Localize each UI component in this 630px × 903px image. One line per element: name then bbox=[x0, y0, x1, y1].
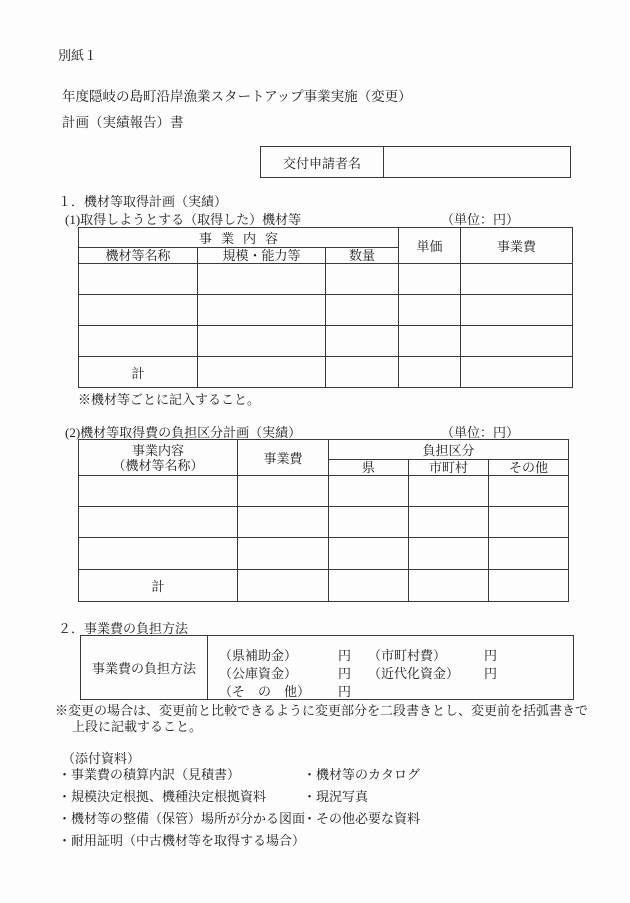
empty-cell bbox=[399, 264, 461, 295]
attachment-item: ・現況写真 bbox=[303, 789, 369, 804]
document-title-line2: 計画（実績報告）書 bbox=[62, 115, 184, 130]
payment-source-label: （市町村費） bbox=[368, 648, 447, 663]
business-content-group-header: 事業内容 bbox=[79, 228, 399, 248]
section1-sub2-label: (2)機材等取得費の負担区分計画（実績） bbox=[65, 425, 302, 440]
section1-sub1-label: (1)取得しようとする（取得した）機材等 bbox=[65, 212, 302, 227]
empty-cell bbox=[409, 570, 489, 602]
empty-cell bbox=[489, 538, 569, 570]
empty-cell bbox=[79, 326, 198, 357]
table-row bbox=[79, 264, 573, 295]
empty-cell bbox=[198, 264, 326, 295]
empty-cell bbox=[399, 357, 461, 388]
section1-heading: １．機材等取得計画（実績） bbox=[58, 194, 228, 209]
table-row bbox=[79, 295, 573, 326]
empty-cell bbox=[489, 507, 569, 538]
section2-heading: ２．事業費の負担方法 bbox=[58, 621, 189, 636]
attachments-right-column bbox=[303, 764, 420, 830]
attachment-item: ・規模決定根拠、機種決定根拠資料 bbox=[58, 789, 267, 804]
empty-cell bbox=[79, 507, 238, 538]
change-note-line2: 上段に記載すること。 bbox=[72, 719, 203, 734]
payment-line bbox=[208, 663, 573, 681]
cost-burden-method-table bbox=[80, 635, 574, 700]
payment-line bbox=[208, 645, 573, 663]
project-cost-column-header: 事業費 bbox=[238, 440, 329, 476]
payment-source-label: （そ の 他） bbox=[219, 684, 311, 699]
yen-unit-label: 円 bbox=[338, 666, 352, 681]
section1-sub2-unit-label: （単位：円） bbox=[441, 425, 520, 440]
empty-cell bbox=[79, 295, 198, 326]
empty-cell bbox=[329, 507, 409, 538]
empty-cell bbox=[399, 295, 461, 326]
yen-unit-label: 円 bbox=[338, 684, 352, 699]
empty-cell bbox=[461, 326, 573, 357]
attachment-item: ・耐用証明（中古機材等を取得する場合） bbox=[58, 833, 306, 848]
empty-cell bbox=[238, 570, 329, 602]
payment-line bbox=[208, 681, 573, 699]
total-row bbox=[79, 357, 573, 388]
table-row bbox=[79, 507, 569, 538]
empty-cell bbox=[79, 538, 238, 570]
empty-cell bbox=[326, 295, 399, 326]
burden-classification-table bbox=[78, 439, 569, 602]
empty-cell bbox=[409, 507, 489, 538]
empty-cell bbox=[409, 538, 489, 570]
payment-source-label: （県補助金） bbox=[219, 648, 298, 663]
empty-cell bbox=[326, 357, 399, 388]
attachment-item: ・機材等のカタログ bbox=[303, 767, 421, 782]
section1-sub1-unit-label: （単位：円） bbox=[441, 212, 520, 227]
applicant-name-value bbox=[384, 147, 571, 178]
equipment-name-column-header: 機材等名称 bbox=[79, 248, 198, 264]
empty-cell bbox=[399, 326, 461, 357]
quantity-column-header: 数量 bbox=[326, 248, 399, 264]
empty-cell bbox=[238, 476, 329, 507]
empty-cell bbox=[329, 570, 409, 602]
empty-cell bbox=[461, 357, 573, 388]
empty-cell bbox=[238, 538, 329, 570]
empty-cell bbox=[79, 476, 238, 507]
payment-source-label: （近代化資金） bbox=[368, 666, 460, 681]
empty-cell bbox=[79, 264, 198, 295]
other-column-header: その他 bbox=[489, 460, 569, 476]
empty-cell bbox=[489, 570, 569, 602]
burden-classification-group-header: 負担区分 bbox=[329, 440, 569, 460]
cost-burden-method-content bbox=[208, 636, 574, 700]
yen-unit-label: 円 bbox=[338, 648, 352, 663]
table-row bbox=[79, 326, 573, 357]
empty-cell bbox=[461, 295, 573, 326]
cost-burden-method-label: 事業費の負担方法 bbox=[81, 636, 208, 700]
business-content-line1: 事業内容 bbox=[131, 442, 184, 458]
municipality-column-header: 市町村 bbox=[409, 460, 489, 476]
table-row bbox=[79, 476, 569, 507]
business-content-line2: （機材等名称） bbox=[112, 457, 204, 473]
empty-cell bbox=[326, 326, 399, 357]
project-cost-column-header: 事業費 bbox=[461, 228, 573, 264]
yen-unit-label: 円 bbox=[484, 648, 498, 663]
attachment-item: ・事業費の積算内訳（見積書） bbox=[58, 767, 241, 782]
attachment-item: ・その他必要な資料 bbox=[303, 811, 421, 826]
equipment-acquisition-table bbox=[78, 227, 573, 388]
business-content-column-header bbox=[79, 440, 238, 476]
empty-cell bbox=[409, 476, 489, 507]
change-note-line1: ※変更の場合は、変更前と比較できるように変更部分を二段書きとし、変更前を括弧書きで bbox=[55, 703, 589, 718]
total-label-cell: 計 bbox=[79, 357, 198, 388]
unit-price-column-header: 単価 bbox=[399, 228, 461, 264]
prefecture-column-header: 県 bbox=[329, 460, 409, 476]
table-row bbox=[79, 538, 569, 570]
payment-source-label: （公庫資金） bbox=[219, 666, 298, 681]
section1-sub1-note: ※機材等ごとに記入すること。 bbox=[78, 392, 261, 407]
empty-cell bbox=[198, 357, 326, 388]
attachments-left-column bbox=[58, 764, 305, 852]
total-row bbox=[79, 570, 569, 602]
attachment-item: ・機材等の整備（保管）場所が分かる図面 bbox=[58, 811, 306, 826]
applicant-name-label: 交付申請者名 bbox=[261, 147, 384, 178]
scale-capacity-column-header: 規模・能力等 bbox=[198, 248, 326, 264]
yen-unit-label: 円 bbox=[484, 666, 498, 681]
total-label-cell: 計 bbox=[79, 570, 238, 602]
empty-cell bbox=[198, 295, 326, 326]
empty-cell bbox=[238, 507, 329, 538]
empty-cell bbox=[489, 476, 569, 507]
applicant-table bbox=[260, 146, 571, 178]
empty-cell bbox=[326, 264, 399, 295]
empty-cell bbox=[329, 538, 409, 570]
empty-cell bbox=[461, 264, 573, 295]
attachment-label: 別紙１ bbox=[58, 48, 98, 63]
document-title-line1: 年度隠岐の島町沿岸漁業スタートアップ事業実施（変更） bbox=[62, 89, 412, 104]
empty-cell bbox=[198, 326, 326, 357]
attachments-heading: （添付資料） bbox=[62, 751, 141, 766]
empty-cell bbox=[329, 476, 409, 507]
